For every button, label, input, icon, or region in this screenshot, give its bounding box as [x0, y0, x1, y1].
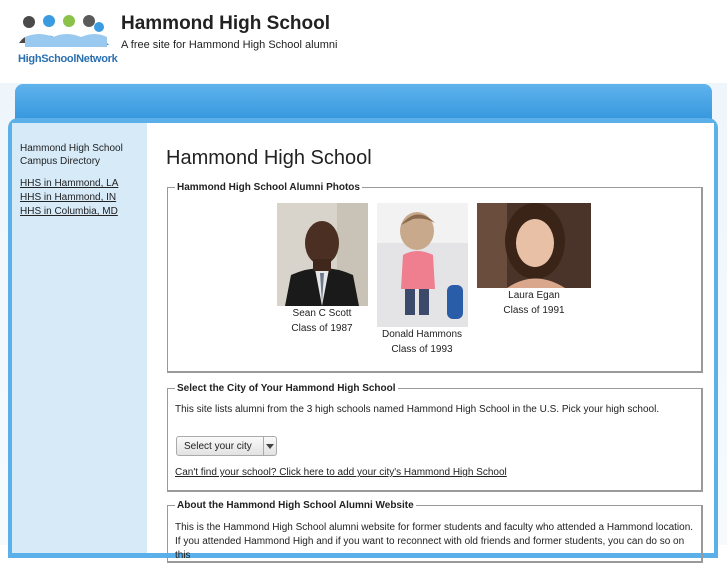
- city-description: This site lists alumni from the 3 high schools named Hammond High School in the U.S. Pick your high school.: [175, 404, 660, 415]
- alumni-photo[interactable]: [277, 203, 368, 306]
- alumni-card[interactable]: [474, 203, 594, 318]
- section-legend: About the Hammond High School Alumni Website: [177, 500, 414, 511]
- city-select[interactable]: [176, 436, 277, 456]
- alumni-class: Class of 1993: [391, 344, 453, 355]
- add-school-link[interactable]: Can't find your school? Click here to add your city's Hammond High School: [175, 467, 507, 478]
- city-select-label: Select your city: [184, 441, 252, 452]
- alumni-card[interactable]: [272, 203, 372, 336]
- alumni-name: Donald Hammons: [381, 329, 463, 340]
- chevron-down-icon: [266, 444, 274, 449]
- section-legend: Select the City of Your Hammond High School: [177, 383, 396, 394]
- link-hammond-la[interactable]: HHS in Hammond, LA: [20, 178, 119, 189]
- select-divider: [263, 437, 264, 455]
- section-legend: Hammond High School Alumni Photos: [177, 182, 360, 193]
- directory-title-line2: Campus Directory: [20, 156, 101, 167]
- list-item: [20, 205, 118, 219]
- list-item: [20, 191, 118, 205]
- alumni-class: Class of 1991: [503, 305, 565, 316]
- directory-links: [20, 177, 118, 219]
- about-text: This is the Hammond High School alumni website for former students and faculty who attended a Hammond location. If you attended Hammond High and if you want to reconnect with old friends and former students, you can do so on this: [175, 522, 694, 561]
- alumni-name: Laura Egan: [508, 290, 560, 301]
- alumni-class: Class of 1987: [291, 323, 353, 334]
- link-columbia-md[interactable]: HHS in Columbia, MD: [20, 206, 118, 217]
- people-group-icon: [17, 13, 111, 53]
- site-tagline: A free site for Hammond High School alumni: [121, 39, 338, 51]
- alumni-photo[interactable]: [477, 203, 591, 288]
- page-title: Hammond High School: [166, 147, 372, 169]
- list-item: [20, 177, 118, 191]
- directory-title-line1: Hammond High School: [20, 143, 123, 154]
- link-hammond-in[interactable]: HHS in Hammond, IN: [20, 192, 117, 203]
- alumni-photo[interactable]: [377, 203, 468, 327]
- alumni-card[interactable]: [372, 203, 472, 357]
- site-logo[interactable]: [17, 13, 118, 71]
- alumni-name: Sean C Scott: [292, 308, 352, 319]
- site-title[interactable]: Hammond High School: [121, 13, 330, 34]
- logo-text: HighSchoolNetwork: [18, 53, 118, 65]
- directory-title: [20, 142, 140, 168]
